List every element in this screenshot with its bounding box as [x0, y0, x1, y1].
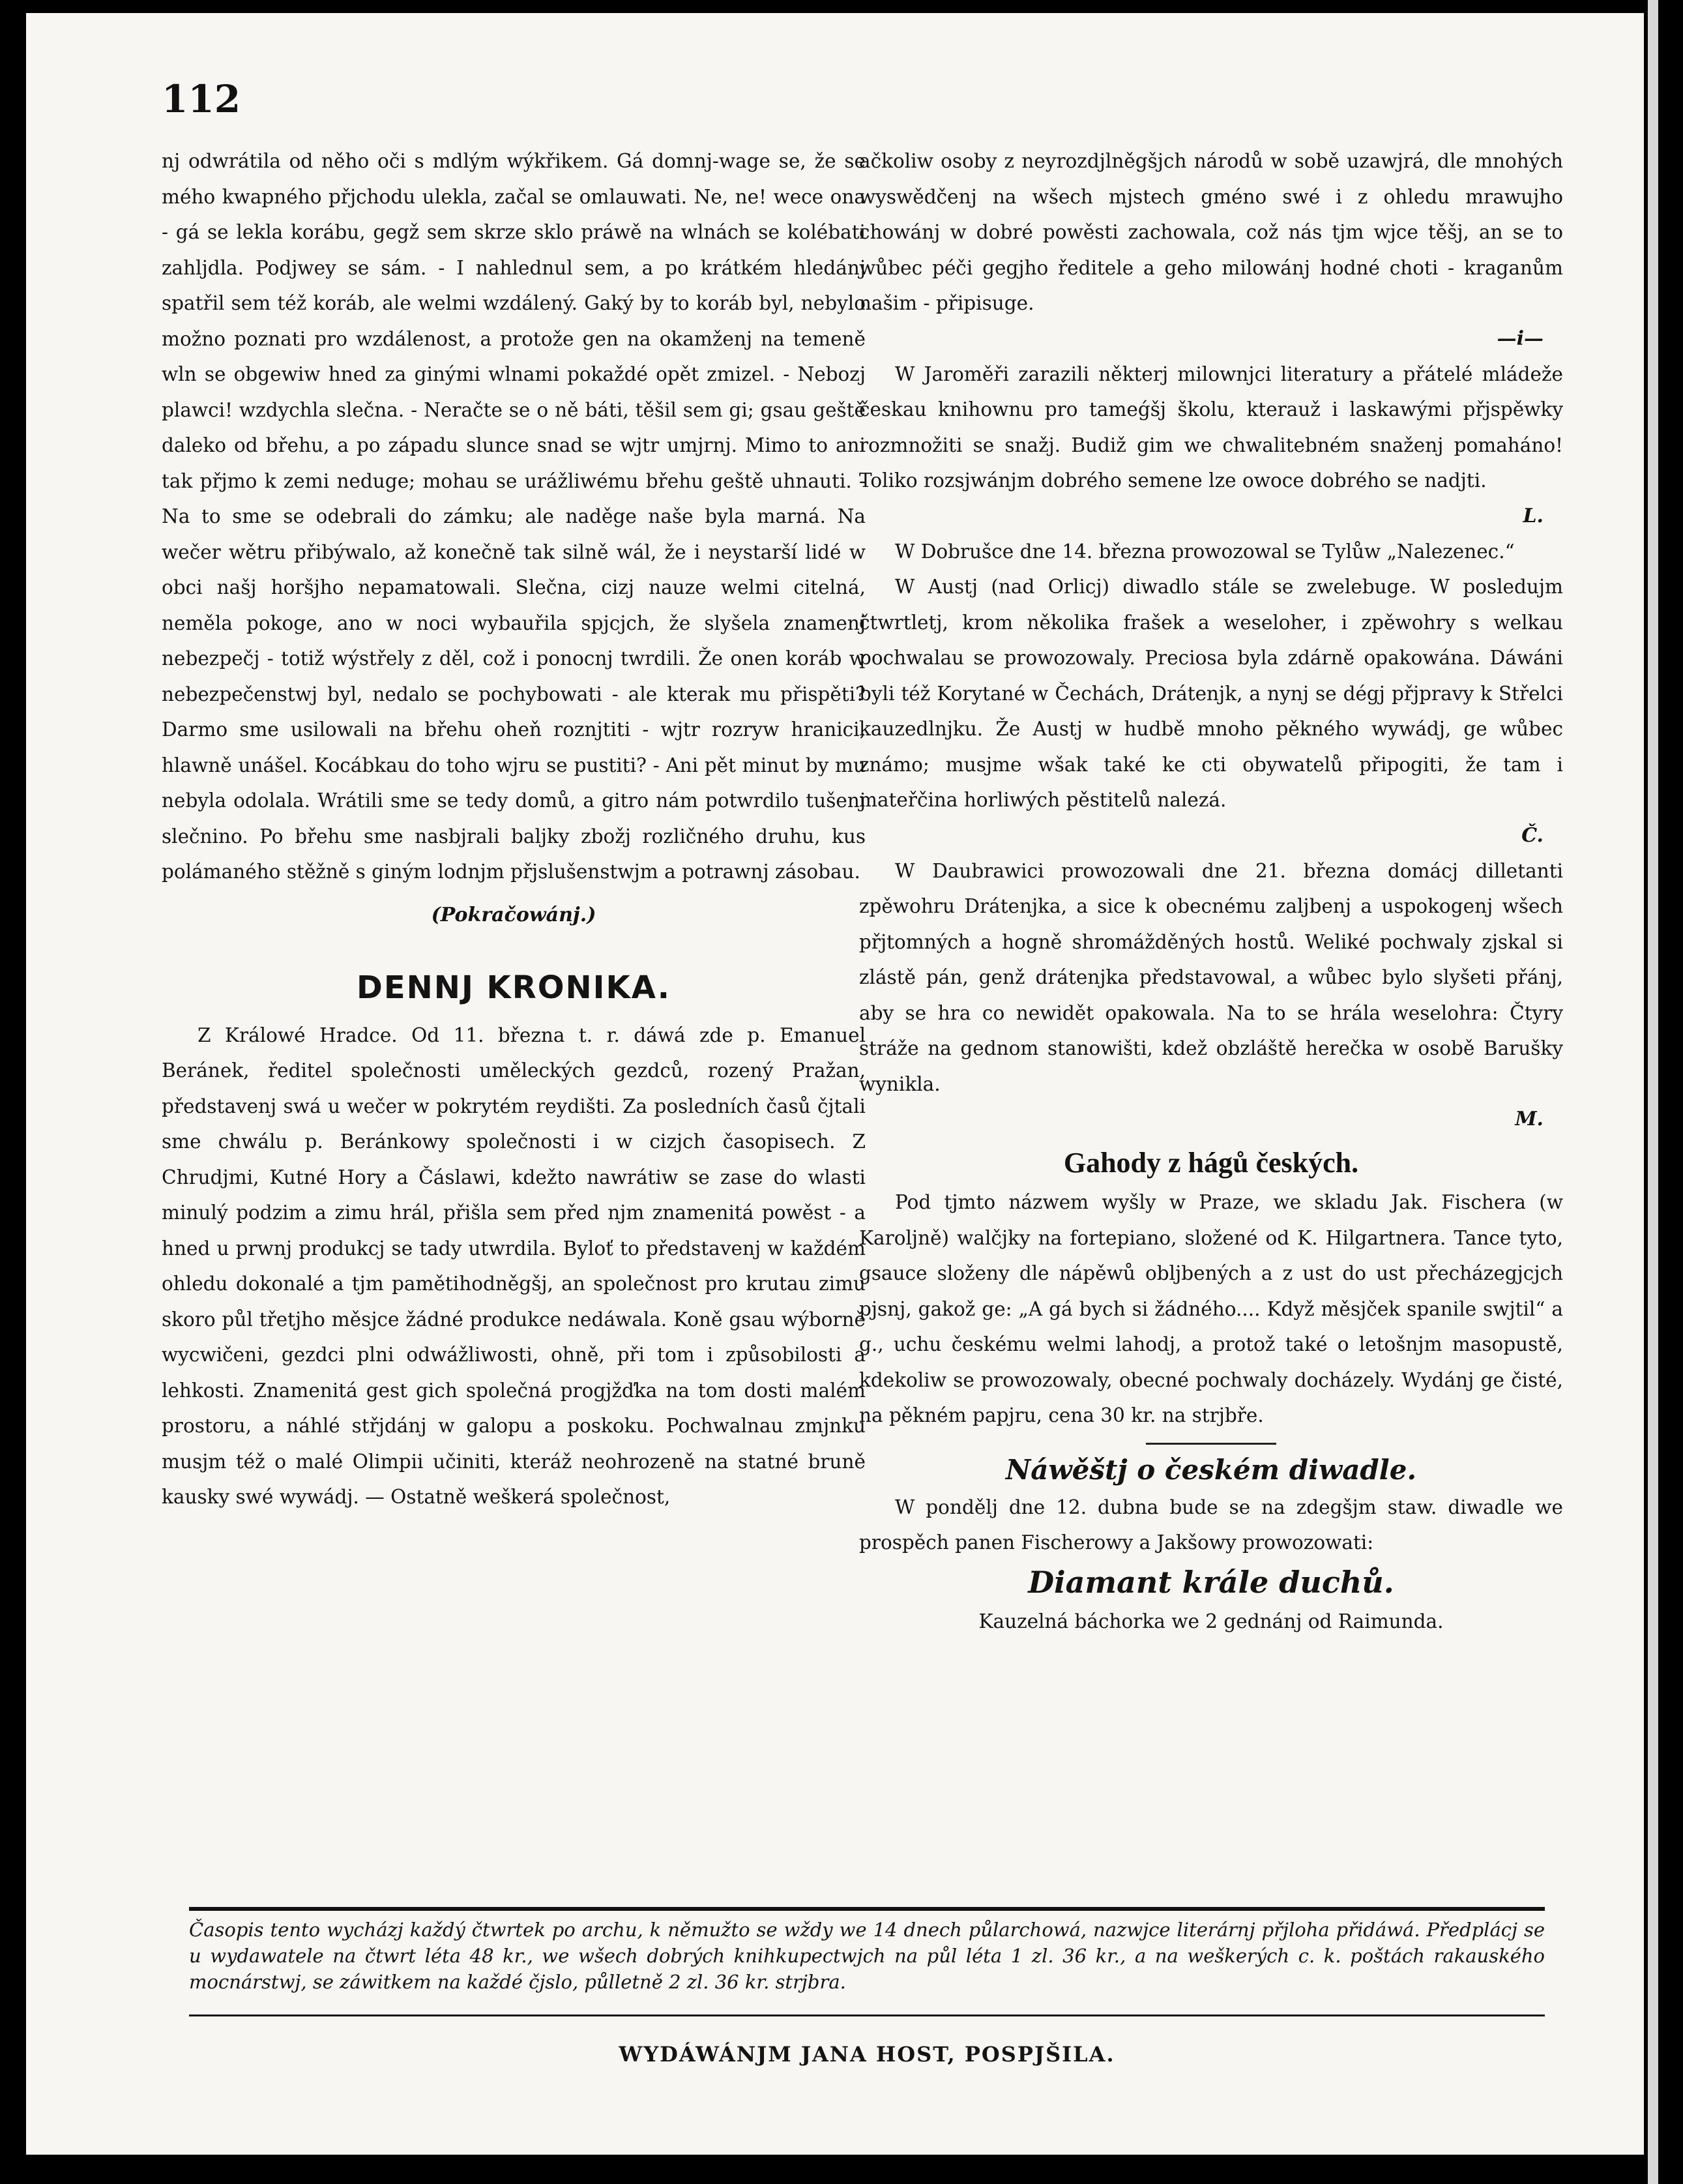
subscription-note: Časopis tento wycházj každý čtwrtek po archu, k němužto se wždy we 14 dnech půlarchowá, nazwjce literárnj přjloha přidáwá. Předplácj se u wydawatele na čtwrt léta 48 kr., we wšech dobrých knihkupectwjch na půl léta 1 zl. 36 kr., a na weškerých c. k. poštách rakauského mocnárstwj, se záwitkem na každé čjslo, půlletně 2 zl. 36 kr. strjbra.	[189, 1919, 1545, 1993]
separator-rule	[1146, 1443, 1276, 1445]
page-number: 112	[162, 77, 241, 121]
signature: —i—	[1497, 327, 1544, 350]
publisher-line: WYDÁWÁNJM JANA HOST, POSPJŠILA.	[619, 2042, 1115, 2067]
waltz-article: Pod tjmto názwem wyšly w Praze, we skladu Jak. Fischera (w Karoljně) walčjky na fortepiano, složené od K. Hilgartnera. Tance tyto, gsauce složeny dle nápěwů obljbených a z ust do ust přecházegjcjch pjsnj, gakož ge: „A gá bych si žádného.... Když měsjček spanile swjtil“ a g., uchu českému welmi lahodj, a protož také o letošnjm masopustě, kdekoliw se prowozowaly, obecné pochwaly docházely. Wydánj ge čisté, na pěkném papjru, cena 30 kr. na strjbře.	[859, 1191, 1563, 1426]
story-continuation: nj odwrátila od něho oči s mdlým wýkřikem. Gá domnj-wage se, že se mého kwapného přjchodu ulekla, začal se omlauwati. Ne, ne! wece ona - gá se lekla korábu, gegž sem skrze sklo práwě na wlnách se kolébati zahljdla. Podjwey se sám. - I nahlednul sem, a po krátkém hledánj spatřil sem též koráb, ale welmi wzdálený. Gaký by to koráb byl, nebylo možno poznati pro wzdálenost, a protože gen na okamženj na temeně wln se obgewiw hned za ginými wlnami pokaždé opět zmizel. - Nebozj plawci! wzdychla slečna. - Neračte se o ně báti, těšil sem gi; gsau geště daleko od břehu, a po západu slunce snad se wjtr umjrnj. Mimo to ani tak přjmo k zemi neduge; mohau se urážliwému břehu geště uhnauti. - Na to sme se odebrali do zámku; ale naděge naše byla marná. Na wečer wětru přibýwalo, až konečně tak silně wál, že i neystarší lidé w obci našj horšjho nepamatowali. Slečna, cizj nauze welmi citelná, neměla pokoge, ano w noci wybauřila spjcjch, že slyšela znamenj nebezpečj - totiž wýstřely z děl, což i ponocnj twrdili. Že onen koráb w nebezpečenstwj byl, nedalo se pochybowati - ale kterak mu přispěti? Darmo sme usilowali na břehu oheň roznjtiti - wjtr rozryw hranici, hlawně unášel. Kocábkau do toho wjru se pustiti? - Ani pět minut by mu nebyla odolala. Wrátili sme se tedy domů, a gitro nám potwrdilo tušenj slečnino. Po břehu sme nasbjrali baljky zbožj rozličného druhu, kus polámaného stěžně s giným lodnjm přjslušenstwjm a potrawnj zásobau.	[162, 150, 866, 883]
usti-article: W Austj (nad Orlicj) diwadlo stále se zwelebuge. W posledujm čtwrtletj, krom několika frašek a weseloher, i zpěwohry s welkau pochwalau se prowozowaly. Preciosa byla zdárně opakowána. Dáwáni byli též Korytané w Čechách, Drátenjk, a nynj se dégj přjpravy k Střelci kauzedlnjku. Že Austj w hudbě mnoho pěkného wywádj, ge wůbec známo; musjme wšak také ke cti obywatelů připogiti, že tam i mateřčina horliwých pěstitelů nalezá.	[859, 576, 1563, 811]
continued-note: (Pokračowánj.)	[431, 903, 596, 926]
left-column	[162, 143, 866, 1515]
theatre-notice-text: W pondělj dne 12. dubna bude se na zdegšjm staw. diwadle we prospěch panen Fischerowy a Jakšowy prowozowati:	[859, 1496, 1563, 1554]
play-title: Diamant krále duchů.	[1028, 1564, 1394, 1600]
chronicle-hradec-article: Z Králowé Hradce. Od 11. března t. r. dáwá zde p. Emanuel Beránek, ředitel společnosti uměleckých gezdců, rozený Pražan, představenj swá u wečer w pokrytém reydišti. Za posledních časů čjtali sme chwálu p. Beránkowy společnosti i w cizjch časopisech. Z Chrudjmi, Kutné Hory a Čáslawi, kdežto nawrátiw se zase do wlasti minulý podzim a zimu hrál, přišla sem před njm znamenitá powěst - a hned u prwnj produkcj se tady utwrdila. Byloť to představenj w každém ohledu dokonalé a tjm pamětihodněgšj, an společnost pro krutau zimu skoro půl třetjho měsjce žádné produkce nedáwala. Koně gsau wýborně wycwičeni, gezdci plni odwážliwosti, ohně, při tom i způsobilosti a lehkosti. Znamenitá gest gich společná progjžďka na tom dosti malém prostoru, a náhlé střjdánj w galopu a poskoku. Pochwalnau zmjnku musjm též o malé Olimpii učiniti, kteráž neohrozeně na statné bruně kausky swé wywádj. — Ostatně weškerá společnost,	[162, 1024, 866, 1508]
footer-rule-top	[189, 1907, 1545, 1911]
signature: L.	[1523, 504, 1544, 527]
section-heading-daily-chronicle: DENNJ KRONIKA.	[356, 969, 671, 1006]
signature: Č.	[1521, 823, 1544, 847]
signature: M.	[1515, 1108, 1544, 1130]
right-column	[859, 143, 1563, 1639]
doubravice-article: W Daubrawici prowozowali dne 21. března domácj dilletanti zpěwohru Drátenjka, a sice k obecnému zaljbenj a uspokogenj wšech přjtomných a hogně shromážděných hostů. Weliké pochwaly zjskal si zlástě pán, genž drátenjka představowal, a wůbec bylo slyšeti přánj, aby se hra co newidět opakowala. Na to se hrála weselohra: Čtyry stráže na gednom stanowišti, kdež obzláště herečka w osobě Barušky wynikla.	[859, 859, 1563, 1095]
jaromer-article: W Jaroměři zarazili některj milownjci literatury a přátelé mládeže českau knihownu pro tameǵšj školu, kterauž i laskawými přjspěwky rozmnožiti se snažj. Budiž gim we chwalitebném snaženj pomaháno! Toliko rozsjwánjm dobrého semene lze owoce dobrého se nadjti.	[859, 362, 1563, 492]
dobruska-article: W Dobrušce dne 14. března prowozowal se Tylůw „Nalezenec.“	[895, 540, 1515, 563]
heading-theatre-notice: Náwěštj o českém diwadle.	[1005, 1453, 1417, 1486]
footer-rule-bottom	[189, 2014, 1545, 2016]
chronicle-continuation: ačkoliw osoby z neyrozdjlněgšjch národů w sobě uzawjrá, dle mnohých wyswědčenj na wšech mjstech gméno swé i z ohledu mrawujho chowánj w dobré powěsti zachowala, což nás tjm wjce těšj, an se to wůbec péči gegjho ředitele a geho milowánj hodné choti - kraganům našim - připisuge.	[859, 150, 1563, 314]
heading-czech-strawberries: Gahody z hágů českých.	[1063, 1147, 1359, 1179]
newspaper-page	[26, 13, 1644, 2155]
play-subtitle: Kauzelná báchorka we 2 gednánj od Raimunda.	[978, 1610, 1444, 1632]
scan-edge	[1648, 0, 1658, 2184]
